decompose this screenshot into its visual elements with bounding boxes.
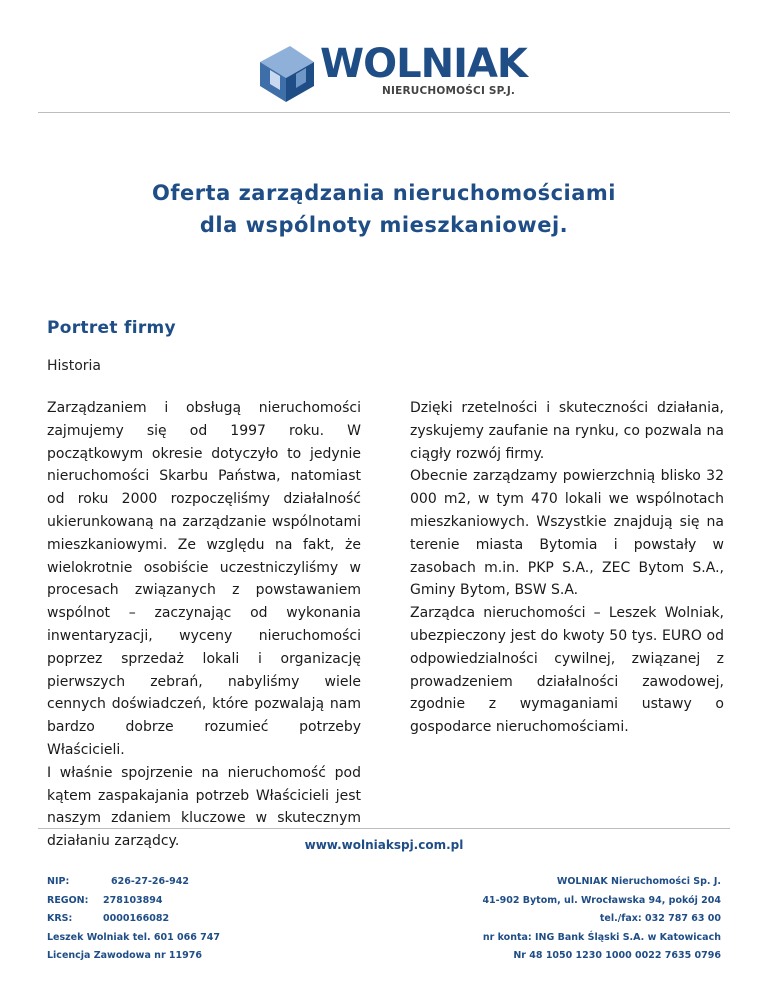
document-title bbox=[0, 177, 768, 241]
section-title: Portret firmy bbox=[47, 318, 176, 338]
paragraph: Dzięki rzetelności i skuteczności działania, zyskujemy zaufanie na rynku, co pozwala na ciągły rozwój firmy. bbox=[410, 400, 724, 462]
footer-left bbox=[47, 873, 377, 966]
logo-subtitle: NIERUCHOMOŚCI SP.J. bbox=[382, 85, 516, 97]
paragraph: I właśnie spojrzenie na nieruchomość pod kątem zaspakajania potrzeb Właścicieli jest naszym zdaniem kluczowe w skutecznym działaniu zarządcy. bbox=[47, 764, 361, 850]
contact-row: Leszek Wolniak tel. 601 066 747 bbox=[47, 931, 220, 943]
regon-label: REGON: bbox=[47, 894, 89, 906]
text-column-left bbox=[47, 397, 361, 853]
house-logo-icon bbox=[256, 40, 316, 104]
nip-row bbox=[47, 873, 377, 892]
paragraph: Zarządzaniem i obsługą nieruchomości zajmujemy się od 1997 roku. W początkowym okresie dotyczyło to jedynie nieruchomości Skarbu Państwa, natomiast od roku 2000 rozpoczęliśmy działalność ukierunkowaną na zarządzanie wspólnotami mieszkaniowymi. Ze względu na fakt, że wielokrotnie osobiście uczestniczyliśmy w procesach związanych z powstawaniem wspólnot – zaczynając od wykonania inwentaryzacji, wyceny nieruchomości poprzez sprzedaż lokali i organizację pierwszych zebrań, nabyliśmy wiele cennych doświadczeń, które pozwalają nam bardzo dobrze rozumieć potrzeby Właścicieli. bbox=[47, 400, 361, 758]
company-name: WOLNIAK Nieruchomości Sp. J. bbox=[556, 876, 721, 887]
header-divider bbox=[38, 112, 730, 113]
paragraph: Obecnie zarządzamy powierzchnią blisko 32 000 m2, w tym 470 lokali we wspólnotach mieszkaniowych. Wszystkie znajdują się na terenie miasta Bytomia i powstały w zasobach m.in. PKP S.A., ZEC Bytom S.A., Gminy Bytom, BSW S.A. bbox=[410, 468, 724, 599]
footer-right bbox=[391, 873, 721, 966]
krs-label: KRS: bbox=[47, 913, 73, 924]
bank-name: nr konta: ING Bank Śląski S.A. w Katowicach bbox=[482, 931, 721, 943]
krs-value: 0000166082 bbox=[103, 913, 170, 924]
regon-value: 278103894 bbox=[103, 894, 163, 906]
section-subheading: Historia bbox=[47, 358, 101, 374]
nip-value: 626-27-26-942 bbox=[111, 876, 189, 887]
nip-label: NIP: bbox=[47, 876, 70, 887]
license-row: Licencja Zawodowa nr 11976 bbox=[47, 950, 202, 961]
krs-row bbox=[47, 910, 377, 929]
company-address: 41-902 Bytom, ul. Wrocławska 94, pokój 204 bbox=[482, 894, 721, 906]
company-phone: tel./fax: 032 787 63 00 bbox=[599, 913, 721, 924]
footer-divider bbox=[38, 828, 730, 829]
company-logo bbox=[256, 40, 527, 110]
bank-account: Nr 48 1050 1230 1000 0022 7635 0796 bbox=[513, 950, 721, 961]
website-link[interactable]: www.wolniakspj.com.pl bbox=[304, 838, 464, 852]
title-line-1: Oferta zarządzania nieruchomościami bbox=[151, 181, 617, 205]
logo-brand: WOLNIAK bbox=[320, 41, 527, 87]
paragraph: Zarządca nieruchomości – Leszek Wolniak, ubezpieczony jest do kwoty 50 tys. EURO od odpowiedzialności cywilnej, związanej z prowadzeniem działalności zawodowej, zgodnie z wymaganiami ustawy o gospodarce nieruchomościami. bbox=[410, 605, 724, 736]
title-line-2: dla wspólnoty mieszkaniowej. bbox=[199, 213, 569, 237]
regon-row bbox=[47, 892, 377, 911]
text-column-right bbox=[410, 397, 724, 739]
